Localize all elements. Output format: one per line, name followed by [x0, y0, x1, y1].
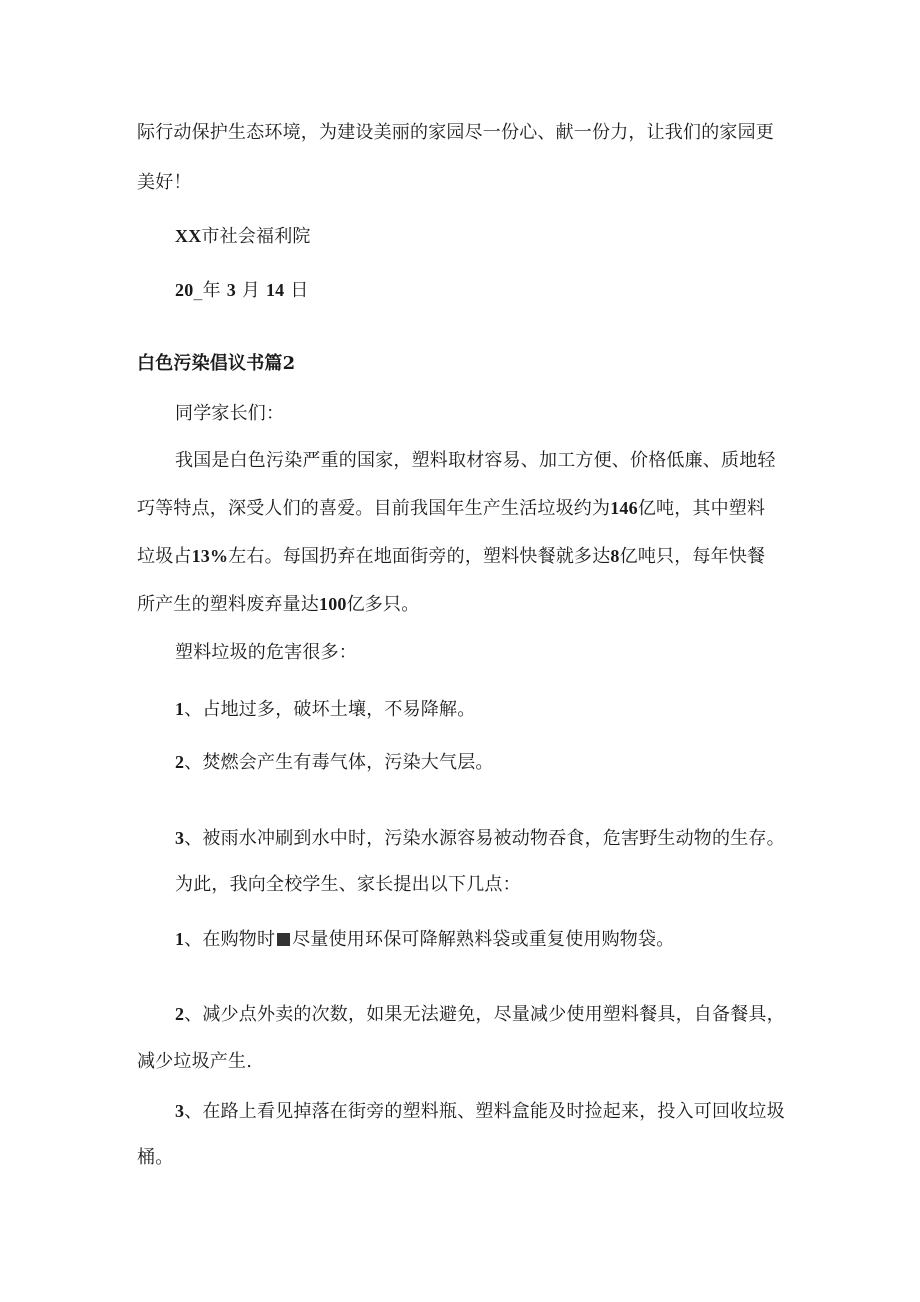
org-prefix: XX	[175, 226, 202, 246]
paragraph-line: 美好！	[137, 172, 192, 193]
proposal-number: 3	[175, 1101, 185, 1121]
intro-line-2	[137, 496, 765, 521]
harm-text: 、被雨水冲刷到水中时，污染水源容易被动物吞食，危害野生动物的生存。	[184, 828, 785, 849]
intro-text: 亿吨只，每年快餐	[619, 546, 766, 567]
date-year: 20	[175, 280, 194, 300]
intro-text: 所产生的塑料废弃量达	[137, 594, 319, 615]
intro-text: 亿吨，其中塑料	[637, 498, 766, 519]
harm-number: 1	[175, 699, 185, 719]
date-month-unit: 月	[241, 280, 261, 301]
intro-number: 8	[610, 546, 620, 566]
intro-line-4	[137, 592, 419, 617]
harm-item-3	[175, 826, 785, 851]
intro-text: 左右。每国扔弃在地面街旁的，塑料快餐就多达	[228, 546, 611, 567]
intro-number: 13%	[191, 546, 229, 566]
intro-text: 亿多只。	[346, 594, 420, 615]
intro-line-3	[137, 544, 765, 569]
proposal-item-3-cont: 桶。	[137, 1147, 174, 1168]
intro-number: 146	[610, 498, 638, 518]
harm-number: 2	[175, 752, 185, 772]
harm-title: 塑料垃圾的危害很多：	[175, 642, 357, 663]
proposal-item-1	[175, 927, 674, 952]
proposal-text: 、减少点外卖的次数，如果无法避免，尽量减少使用塑料餐具，自备餐具，	[184, 1004, 785, 1025]
date-month: 3	[226, 280, 236, 300]
section-heading: 白色污染倡议书篇2	[137, 353, 296, 374]
date-day: 14	[265, 280, 285, 300]
proposal-text: 尽量使用环保可降解熟料袋或重复使用购物袋。	[292, 929, 675, 950]
intro-number: 100	[319, 594, 347, 614]
org-name: 市社会福利院	[201, 226, 311, 247]
proposal-number: 2	[175, 1004, 185, 1024]
intro-text: 垃圾占	[137, 546, 192, 567]
proposal-text: 、在购物时	[184, 929, 276, 950]
signature-organization	[175, 224, 311, 249]
proposal-title: 为此，我向全校学生、家长提出以下几点：	[175, 874, 521, 895]
harm-text: 、焚燃会产生有毒气体，污染大气层。	[184, 752, 494, 773]
date-year-unit: _年	[193, 280, 221, 301]
harm-item-1	[175, 697, 475, 722]
date-day-unit: 日	[290, 280, 309, 301]
proposal-item-3	[175, 1099, 785, 1124]
intro-text: 巧等特点，深受人们的喜爱。目前我国年生产生活垃圾约为	[137, 498, 611, 519]
proposal-item-2	[175, 1002, 785, 1027]
redaction-box-icon	[277, 933, 290, 946]
greeting: 同学家长们：	[175, 403, 285, 424]
proposal-item-2-cont: 减少垃圾产生.	[137, 1051, 253, 1072]
signature-date	[175, 278, 309, 303]
intro-line-1: 我国是白色污染严重的国家，塑料取材容易、加工方便、价格低廉、质地轻	[175, 450, 776, 471]
harm-item-2	[175, 750, 494, 775]
proposal-number: 1	[175, 929, 185, 949]
proposal-text: 、在路上看见掉落在街旁的塑料瓶、塑料盒能及时捡起来，投入可回收垃圾	[184, 1101, 785, 1122]
harm-text: 、占地过多，破坏土壤，不易降解。	[184, 699, 476, 720]
paragraph-line: 际行动保护生态环境，为建设美丽的家园尽一份心、献一份力，让我们的家园更	[137, 122, 774, 143]
harm-number: 3	[175, 828, 185, 848]
